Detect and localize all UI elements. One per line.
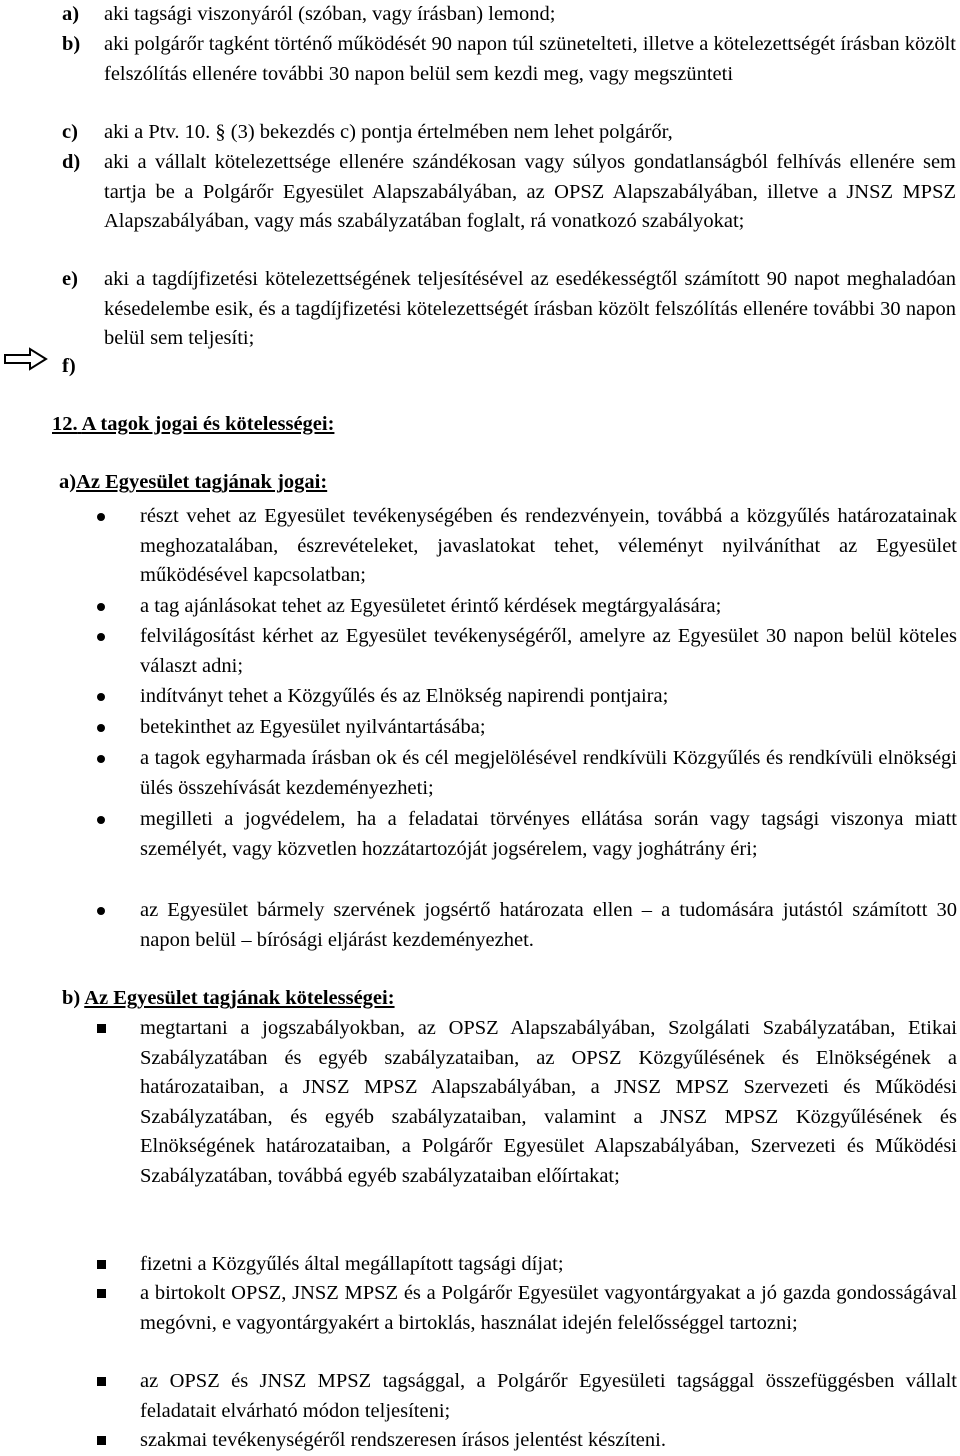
- section-number: 12.: [52, 413, 78, 435]
- rights-item: [97, 502, 957, 591]
- duties-item: [97, 1367, 957, 1426]
- rights-item: [97, 805, 957, 864]
- bullet-icon: [97, 755, 105, 763]
- list-marker: f): [62, 355, 76, 377]
- list-marker: b): [62, 33, 81, 55]
- list-item-text: aki a tagdíjfizetési kötelezettségének teljesítésével az esedékességtől számított 90 napot meghaladóan késedelembe esik, és a tagdíjfizetési kötelezettségét írásban közölt felszólítás ellenére további 30 napon belül sem teljesíti;: [104, 268, 956, 349]
- list-marker: d): [62, 151, 81, 173]
- list-item-a: [62, 0, 956, 30]
- rights-item: [97, 682, 957, 712]
- square-bullet-icon: [97, 1377, 106, 1386]
- rights-item-text: felvilágosítást kérhet az Egyesület tevékenységéről, amelyre az Egyesület 30 napon belül köteles választ adni;: [140, 625, 957, 677]
- subsection-rights-heading: [59, 468, 327, 498]
- duties-item: [97, 1279, 957, 1338]
- rights-item: [97, 896, 957, 955]
- subsection-title: Az Egyesület tagjának jogai:: [76, 471, 328, 493]
- rights-item: [97, 592, 957, 622]
- rights-item: [97, 713, 957, 743]
- section-heading: [52, 410, 334, 440]
- list-item-d: [62, 148, 956, 237]
- subsection-title: Az Egyesület tagjának kötelességei:: [84, 987, 395, 1009]
- rights-item-text: indítványt tehet a Közgyűlés és az Elnökség napirendi pontjaira;: [140, 685, 669, 707]
- subsection-marker: b): [62, 987, 81, 1009]
- right-arrow-outline-icon: [4, 347, 48, 371]
- rights-item: [97, 622, 957, 681]
- list-item-text: aki polgárőr tagként történő működését 90 napon túl szünetelteti, illetve a kötelezettségét írásban közölt felszólítás ellenére további 30 napon belül sem kezdi meg, vagy megszünteti: [104, 33, 956, 85]
- square-bullet-icon: [97, 1436, 106, 1445]
- duties-item-text: fizetni a Közgyűlés által megállapított tagsági díjat;: [140, 1253, 564, 1275]
- bullet-icon: [97, 816, 105, 824]
- square-bullet-icon: [97, 1024, 106, 1033]
- list-item-text: aki a Ptv. 10. § (3) bekezdés c) pontja értelmében nem lehet polgárőr,: [104, 121, 673, 143]
- bullet-icon: [97, 693, 105, 701]
- subsection-duties-heading: [62, 984, 395, 1014]
- duties-item-text: megtartani a jogszabályokban, az OPSZ Alapszabályában, Szolgálati Szabályzatában, Etikai Szabályzatában és egyéb szabályzataiban, az OPSZ Közgyűlésének és Elnökségének a határozataiban, a JNSZ MPSZ Alapszabályában, a JNSZ MPSZ Szervezeti és Működési Szabályzatában, és egyéb szabályzataiban, valamint a JNSZ MPSZ Közgyűlésének és Elnökségének határozataiban, a Polgárőr Egyesület Alapszabályában, Szervezeti és Működési Szabályzatában, továbbá egyéb szabályzataiban előírtakat;: [140, 1017, 957, 1187]
- section-title: A tagok jogai és kötelességei:: [81, 413, 335, 435]
- duties-item-text: az OPSZ és JNSZ MPSZ tagsággal, a Polgárőr Egyesületi tagsággal összefüggésben vállalt feladatait elvárható módon teljesíteni;: [140, 1370, 957, 1422]
- list-item-text: aki a vállalt kötelezettsége ellenére szándékosan vagy súlyos gondatlanságból felhívás ellenére sem tartja be a Polgárőr Egyesület Alapszabályában, az OPSZ Alapszabályában, illetve a JNSZ MPSZ Alapszabályában, vagy más szabályzatában foglalt, rá vonatkozó szabályokat;: [104, 151, 956, 232]
- bullet-icon: [97, 724, 105, 732]
- list-marker: c): [62, 121, 78, 143]
- bullet-icon: [97, 513, 105, 521]
- rights-item-text: részt vehet az Egyesület tevékenységében és rendezvényein, továbbá a közgyűlés határozatainak meghozatalában, észrevételeket, javaslatokat tehet, véleményt nyilváníthat az Egyesület működésével kapcsolatban;: [140, 505, 957, 586]
- rights-item-text: megilleti a jogvédelem, ha a feladatai törvényes ellátása során vagy tagsági viszonya miatt személyét, vagy közvetlen hozzátartozóját jogsérelem, vagy joghátrány éri;: [140, 808, 957, 860]
- rights-item-text: a tagok egyharmada írásban ok és cél megjelölésével rendkívüli Közgyűlés és rendkívüli elnökségi ülés összehívását kezdeményezheti;: [140, 747, 957, 799]
- duties-item-text: szakmai tevékenységéről rendszeresen írásos jelentést készíteni.: [140, 1429, 666, 1451]
- bullet-icon: [97, 603, 105, 611]
- rights-item-text: betekinthet az Egyesület nyilvántartásába;: [140, 716, 486, 738]
- rights-item-text: a tag ajánlásokat tehet az Egyesületet érintő kérdések megtárgyalására;: [140, 595, 722, 617]
- list-item-b: [62, 30, 956, 89]
- duties-item: [97, 1426, 957, 1456]
- square-bullet-icon: [97, 1260, 106, 1269]
- list-marker: a): [62, 3, 80, 25]
- subsection-marker: a): [59, 471, 77, 493]
- rights-item: [97, 744, 957, 803]
- list-item-c: [62, 118, 956, 148]
- duties-item-text: a birtokolt OPSZ, JNSZ MPSZ és a Polgárőr Egyesület vagyontárgyakat a jó gazda gondosságával megóvni, e vagyontárgyakért a birtoklás, használat idején felelősséggel tartozni;: [140, 1282, 957, 1334]
- bullet-icon: [97, 633, 105, 641]
- rights-item-text: az Egyesület bármely szervének jogsértő határozata ellen – a tudomására jutástól számított 30 napon belül – bírósági eljárást kezdeményezhet.: [140, 899, 957, 951]
- list-item-e: [62, 265, 956, 354]
- list-item-text: aki tagsági viszonyáról (szóban, vagy írásban) lemond;: [104, 3, 556, 25]
- duties-item: [97, 1014, 957, 1191]
- square-bullet-icon: [97, 1289, 106, 1298]
- duties-item: [97, 1250, 957, 1280]
- bullet-icon: [97, 907, 105, 915]
- list-marker: e): [62, 268, 78, 290]
